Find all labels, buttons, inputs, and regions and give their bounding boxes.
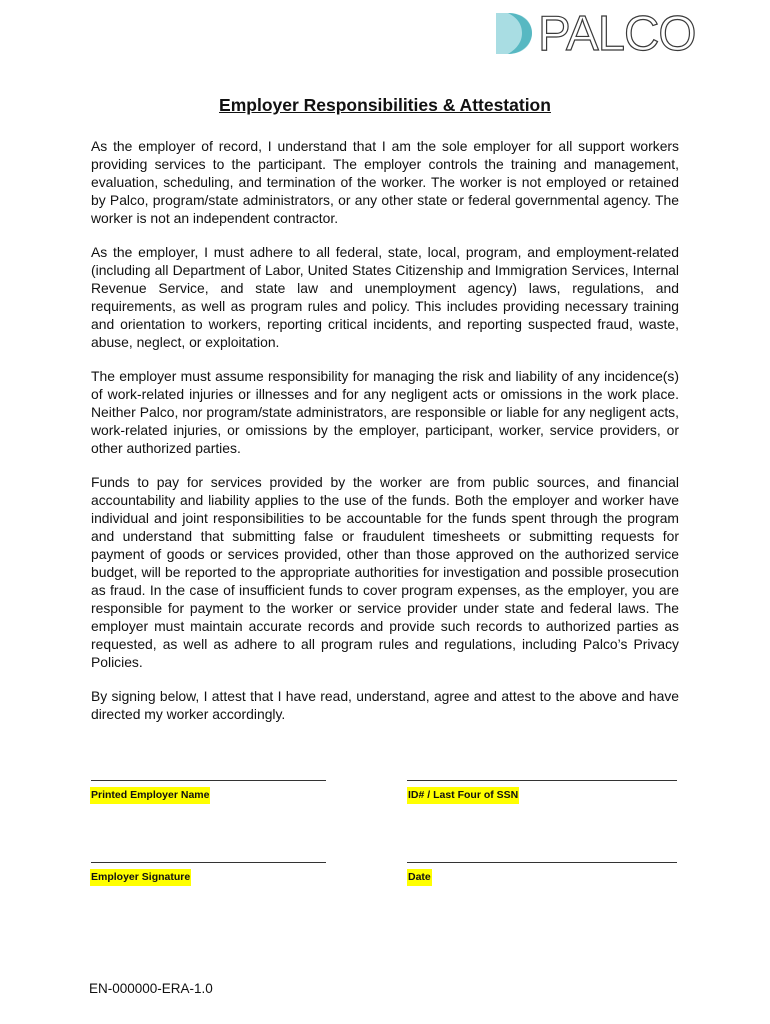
id-ssn-line[interactable] — [407, 780, 677, 781]
paragraph-funds: Funds to pay for services provided by the worker are from public sources, and financial accountability and liability applies to the use of the funds. Both the employer and worker have individual and joint responsibilities to be accountable for the funds spent through the program and understand that submitting false or fraudulent timesheets or submitting requests for payment of goods or services provided, other than those approved on the authorized service budget, will be reported to the appropriate authorities for investigation and possible prosecution as fraud. In the case of insufficient funds to cover program expenses, as the employer, you are responsible for payment to the worker or service provider under state and federal laws. The employer must maintain accurate records and provide such records to authorized parties as requested, as well as adhere to all program rules and regulations, including Palco’s Privacy Policies. — [91, 474, 679, 670]
document-footer-code: EN-000000-ERA-1.0 — [89, 981, 213, 996]
palco-logo-mark-icon — [494, 10, 538, 56]
date-label: Date — [407, 869, 432, 886]
palco-logo-text: PALCO — [538, 7, 696, 61]
id-ssn-label: ID# / Last Four of SSN — [407, 787, 519, 804]
palco-logo — [494, 7, 696, 61]
printed-name-label: Printed Employer Name — [90, 787, 210, 804]
employer-signature-line[interactable] — [91, 862, 326, 863]
paragraph-compliance: As the employer, I must adhere to all federal, state, local, program, and employment-related (including all Department of Labor, United States Citizenship and Immigration Services, Internal Revenue Service, and state law and unemployment agency) laws, regulations, and requirements, as well as program rules and policy. This includes providing necessary training and orientation to workers, reporting critical incidents, and reporting suspected fraud, waste, abuse, neglect, or exploitation. — [91, 244, 679, 350]
paragraph-attestation: By signing below, I attest that I have read, understand, agree and attest to the above and have directed my worker accordingly. — [91, 688, 679, 722]
paragraph-employer-of-record: As the employer of record, I understand that I am the sole employer for all support workers providing services to the participant. The employer controls the training and management, evaluation, scheduling, and termination of the worker. The worker is not employed or retained by Palco, program/state administrators, or any other state or federal governmental agency. The worker is not an independent contractor. — [91, 138, 679, 226]
paragraph-liability: The employer must assume responsibility for managing the risk and liability of any incidence(s) of work-related injuries or illnesses and for any negligent acts or omissions in the work place. Neither Palco, nor program/state administrators, are responsible or liable for any negligent acts, work-related injuries, or omissions by the employer, participant, worker, service providers, or other authorized parties. — [91, 368, 679, 456]
date-line[interactable] — [407, 862, 677, 863]
document-body — [91, 137, 679, 739]
printed-name-line[interactable] — [91, 780, 326, 781]
employer-signature-label: Employer Signature — [90, 869, 191, 886]
page-title: Employer Responsibilities & Attestation — [219, 95, 551, 115]
